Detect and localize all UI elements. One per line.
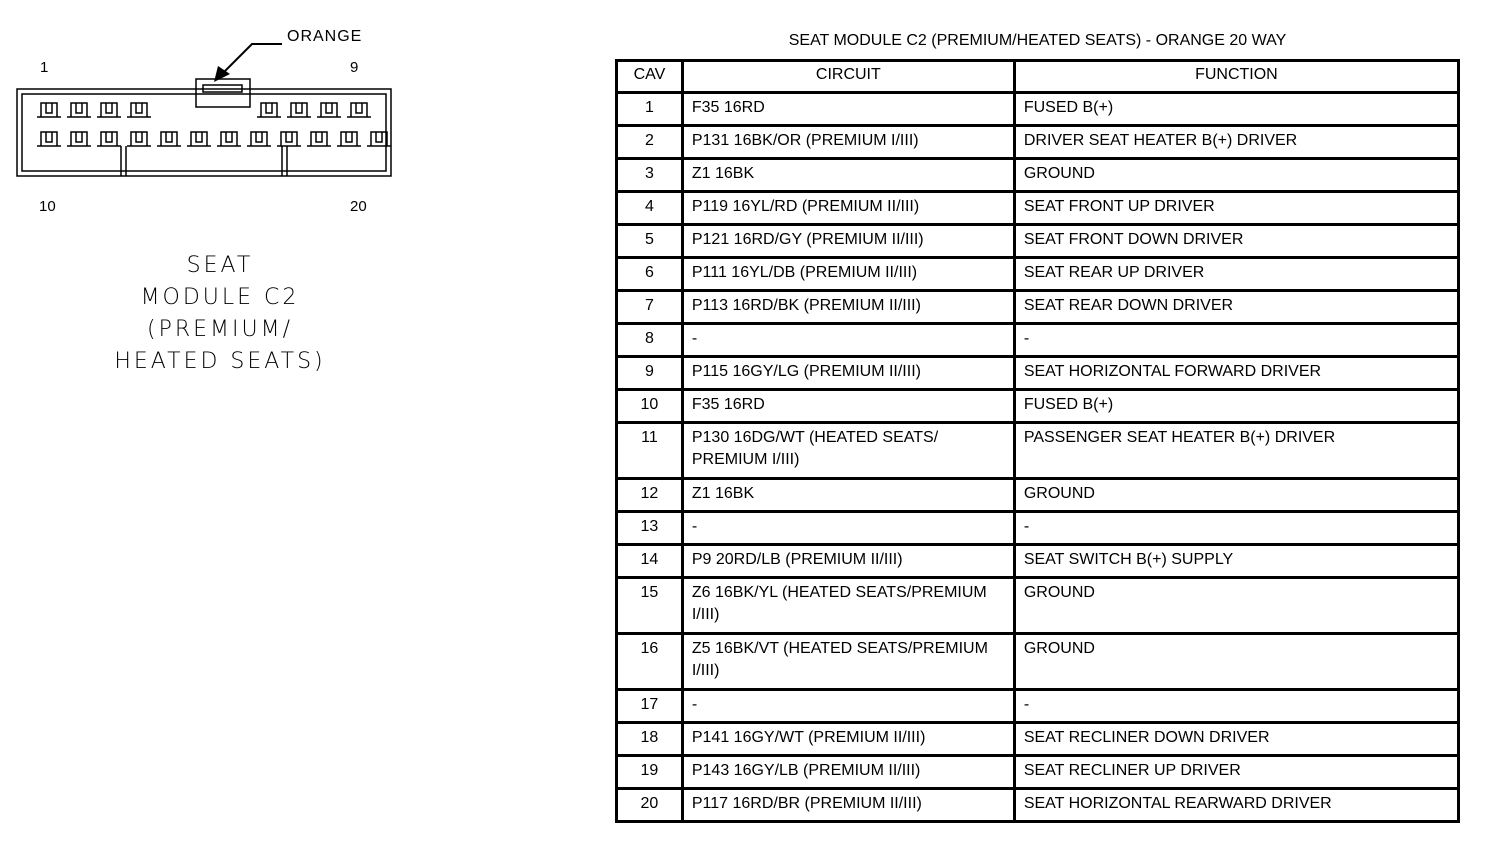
connector-title-line: (PREMIUM/ xyxy=(146,317,293,342)
circuit-cell: P130 16DG/WT (HEATED SEATS/ PREMIUM I/III) xyxy=(682,423,1014,479)
connector-title-line: MODULE C2 xyxy=(140,285,300,310)
circuit-cell: P111 16YL/DB (PREMIUM II/III) xyxy=(682,258,1014,291)
cavity-13 xyxy=(157,132,181,146)
cavity-11 xyxy=(97,132,121,146)
table-row xyxy=(617,390,1459,423)
cavity-12 xyxy=(127,132,151,146)
function-cell: FUSED B(+) xyxy=(1014,93,1458,126)
cavity-9 xyxy=(37,132,61,146)
circuit-cell: Z1 16BK xyxy=(682,159,1014,192)
circuit-cell: - xyxy=(682,324,1014,357)
circuit-cell: P119 16YL/RD (PREMIUM II/III) xyxy=(682,192,1014,225)
circuit-cell: P117 16RD/BR (PREMIUM II/III) xyxy=(682,789,1014,822)
cav-cell: 19 xyxy=(617,756,683,789)
cav-cell: 20 xyxy=(617,789,683,822)
pin-10-label: 10 xyxy=(39,198,56,215)
table-row xyxy=(617,789,1459,822)
cav-cell: 1 xyxy=(617,93,683,126)
circuit-cell: P131 16BK/OR (PREMIUM I/III) xyxy=(682,126,1014,159)
circuit-cell: Z1 16BK xyxy=(682,479,1014,512)
cav-cell: 7 xyxy=(617,291,683,324)
cavity-5 xyxy=(257,103,281,117)
connector-title-line: SEAT xyxy=(186,253,254,278)
cavity-6 xyxy=(287,103,311,117)
table-row xyxy=(617,723,1459,756)
function-cell: SEAT SWITCH B(+) SUPPLY xyxy=(1014,545,1458,578)
table-row xyxy=(617,324,1459,357)
cav-cell: 18 xyxy=(617,723,683,756)
cav-cell: 9 xyxy=(617,357,683,390)
orange-color-label: ORANGE xyxy=(287,28,363,45)
circuit-cell: P141 16GY/WT (PREMIUM II/III) xyxy=(682,723,1014,756)
cavity-2 xyxy=(67,103,91,117)
function-cell: GROUND xyxy=(1014,634,1458,690)
function-cell: SEAT RECLINER UP DRIVER xyxy=(1014,756,1458,789)
connector-title xyxy=(110,250,330,378)
table-row xyxy=(617,479,1459,512)
function-cell: GROUND xyxy=(1014,578,1458,634)
table-body xyxy=(617,93,1459,822)
circuit-cell: P113 16RD/BK (PREMIUM II/III) xyxy=(682,291,1014,324)
function-cell: SEAT HORIZONTAL REARWARD DRIVER xyxy=(1014,789,1458,822)
cav-cell: 11 xyxy=(617,423,683,479)
circuit-cell: Z6 16BK/YL (HEATED SEATS/PREMIUM I/III) xyxy=(682,578,1014,634)
column-header-cav: CAV xyxy=(617,61,683,93)
function-cell: SEAT HORIZONTAL FORWARD DRIVER xyxy=(1014,357,1458,390)
cav-cell: 6 xyxy=(617,258,683,291)
cav-cell: 3 xyxy=(617,159,683,192)
column-header-circuit: CIRCUIT xyxy=(682,61,1014,93)
cav-cell: 14 xyxy=(617,545,683,578)
cav-cell: 8 xyxy=(617,324,683,357)
cavity-4 xyxy=(127,103,151,117)
circuit-cell: - xyxy=(682,690,1014,723)
function-cell: SEAT REAR DOWN DRIVER xyxy=(1014,291,1458,324)
table-row xyxy=(617,192,1459,225)
cav-cell: 4 xyxy=(617,192,683,225)
function-cell: - xyxy=(1014,690,1458,723)
function-cell: DRIVER SEAT HEATER B(+) DRIVER xyxy=(1014,126,1458,159)
cavity-16 xyxy=(247,132,271,146)
cav-cell: 17 xyxy=(617,690,683,723)
table-row xyxy=(617,357,1459,390)
pin-20-label: 20 xyxy=(350,198,367,215)
circuit-cell: F35 16RD xyxy=(682,93,1014,126)
table-row xyxy=(617,258,1459,291)
table-row xyxy=(617,126,1459,159)
table-row xyxy=(617,634,1459,690)
column-header-function: FUNCTION xyxy=(1014,61,1458,93)
function-cell: GROUND xyxy=(1014,159,1458,192)
table-row xyxy=(617,756,1459,789)
pin-9-label: 9 xyxy=(350,59,359,76)
circuit-cell: P115 16GY/LG (PREMIUM II/III) xyxy=(682,357,1014,390)
cavity-15 xyxy=(217,132,241,146)
table-row xyxy=(617,291,1459,324)
cavity-14 xyxy=(187,132,211,146)
function-cell: - xyxy=(1014,324,1458,357)
cavity-1 xyxy=(37,103,61,117)
connector-latch xyxy=(196,79,250,107)
circuit-cell: P121 16RD/GY (PREMIUM II/III) xyxy=(682,225,1014,258)
function-cell: SEAT RECLINER DOWN DRIVER xyxy=(1014,723,1458,756)
table-row xyxy=(617,159,1459,192)
cav-cell: 2 xyxy=(617,126,683,159)
cavity-7 xyxy=(317,103,341,117)
function-cell: PASSENGER SEAT HEATER B(+) DRIVER xyxy=(1014,423,1458,479)
cav-cell: 13 xyxy=(617,512,683,545)
table-row xyxy=(617,545,1459,578)
cav-cell: 12 xyxy=(617,479,683,512)
function-cell: SEAT FRONT DOWN DRIVER xyxy=(1014,225,1458,258)
table-header-row xyxy=(617,61,1459,93)
cav-cell: 16 xyxy=(617,634,683,690)
cavity-17 xyxy=(277,132,301,146)
cav-cell: 5 xyxy=(617,225,683,258)
pinout-table xyxy=(615,59,1460,823)
function-cell: SEAT REAR UP DRIVER xyxy=(1014,258,1458,291)
cavity-8 xyxy=(347,103,371,117)
circuit-cell: P9 20RD/LB (PREMIUM II/III) xyxy=(682,545,1014,578)
cavity-3 xyxy=(97,103,121,117)
table-row xyxy=(617,225,1459,258)
table-row xyxy=(617,690,1459,723)
circuit-cell: F35 16RD xyxy=(682,390,1014,423)
cavity-grid xyxy=(37,103,391,146)
pin-1-label: 1 xyxy=(40,59,49,76)
table-row xyxy=(617,93,1459,126)
circuit-cell: P143 16GY/LB (PREMIUM II/III) xyxy=(682,756,1014,789)
table-row xyxy=(617,512,1459,545)
function-cell: - xyxy=(1014,512,1458,545)
cav-cell: 15 xyxy=(617,578,683,634)
circuit-cell: Z5 16BK/VT (HEATED SEATS/PREMIUM I/III) xyxy=(682,634,1014,690)
cav-cell: 10 xyxy=(617,390,683,423)
cavity-10 xyxy=(67,132,91,146)
table-title: SEAT MODULE C2 (PREMIUM/HEATED SEATS) - ORANGE 20 WAY xyxy=(788,32,1287,49)
connector-title-line: HEATED SEATS) xyxy=(114,349,326,374)
cavity-19 xyxy=(337,132,361,146)
cavity-20 xyxy=(367,132,391,146)
table-row xyxy=(617,423,1459,479)
table-row xyxy=(617,578,1459,634)
circuit-cell: - xyxy=(682,512,1014,545)
function-cell: SEAT FRONT UP DRIVER xyxy=(1014,192,1458,225)
cavity-18 xyxy=(307,132,331,146)
function-cell: FUSED B(+) xyxy=(1014,390,1458,423)
function-cell: GROUND xyxy=(1014,479,1458,512)
